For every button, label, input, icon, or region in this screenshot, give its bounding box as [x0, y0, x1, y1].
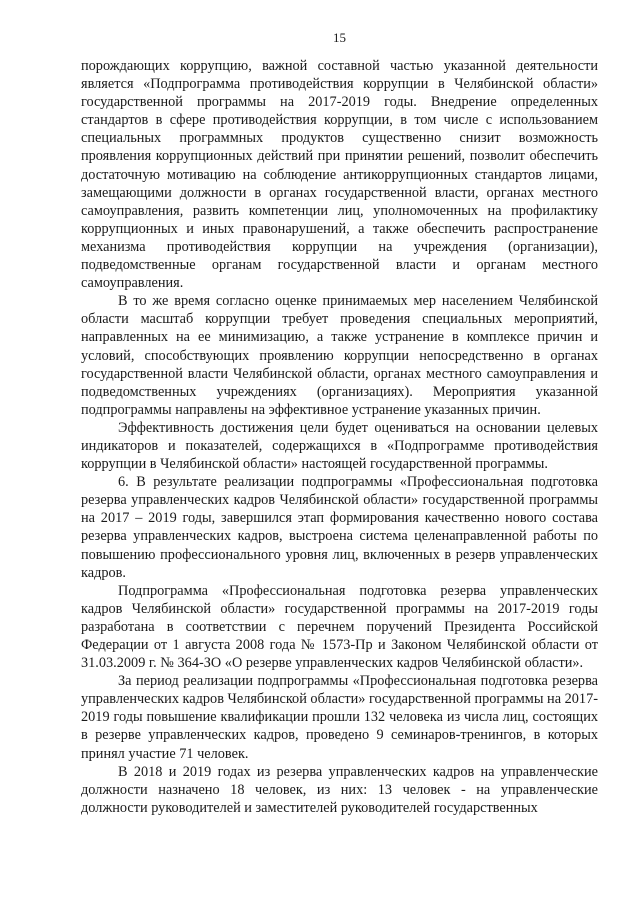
- paragraph-appointments-2018-2019: В 2018 и 2019 годах из резерва управленческих кадров на управленческие должности назначено 18 человек, из них: 13 человек - на управленческие должности руководителей и заместителей руководителей государственных: [81, 763, 598, 816]
- paragraph-training-results: За период реализации подпрограммы «Профессиональная подготовка резерва управленческих кадров Челябинской области» государственной программы на 2017-2019 годы повышение квалификации прошли 132 человека из числа лиц, состоящих в резерве управленческих кадров, проведено 9 семинаров-тренингов, в которых принял участие 71 человек.: [81, 673, 598, 762]
- paragraph-anticorruption-continuation: порождающих коррупцию, важной составной частью указанной деятельности является «Подпрограмма противодействия коррупции в Челябинской области» государственной программы на 2017-2019 годы. Внедрение определенных стандартов в сфере противодействия коррупции, в том числе с использованием специальных программных продуктов существенно снизит возможность проявления коррупционных действий при принятии решений, позволит обеспечить достаточную мотивацию на соблюдение антикоррупционных стандартов лицами, замещающими должности в органах государственной власти, органах местного самоуправления, развить компетенции лиц, уполномоченных на профилактику коррупционных и иных правонарушений, а также обеспечить распространение механизма противодействия коррупции на учреждения (организации), подведомственные органам государственной власти и органам местного самоуправления.: [81, 58, 598, 292]
- page-number: 15: [333, 30, 346, 45]
- paragraph-item-6-results: 6. В результате реализации подпрограммы «Профессиональная подготовка резерва управленческих кадров Челябинской области» государственной программы на 2017 – 2019 годы, завершился этап формирования качественно нового состава резерва управленческих кадров, выстроена система целенаправленной работы по повышению профессионального уровня лиц, включенных в резерв управленческих кадров.: [81, 474, 598, 581]
- paragraph-corruption-assessment: В то же время согласно оценке принимаемых мер населением Челябинской области масштаб коррупции требует проведения специальных мероприятий, направленных на ее минимизацию, а также устранение в комплексе причин и условий, способствующих проявлению коррупции непосредственно в органах государственной власти Челябинской области, органах местного самоуправления и подведомственных учреждениях (организациях). Мероприятия указанной подпрограммы направлены на эффективное устранение указанных причин.: [81, 293, 598, 418]
- paragraph-subprogram-basis: Подпрограмма «Профессиональная подготовка резерва управленческих кадров Челябинской области» государственной программы на 2017-2019 годы разработана в соответствии с перечнем поручений Президента Российской Федерации от 1 августа 2008 года № 1573-Пр и Законом Челябинской области от 31.03.2009 г. № 364-ЗО «О резерве управленческих кадров Челябинской области».: [81, 582, 598, 672]
- paragraph-effectiveness-evaluation: Эффективность достижения цели будет оцениваться на основании целевых индикаторов и показателей, содержащихся в «Подпрограмме противодействия коррупции в Челябинской области» настоящей государственной программы.: [81, 419, 598, 473]
